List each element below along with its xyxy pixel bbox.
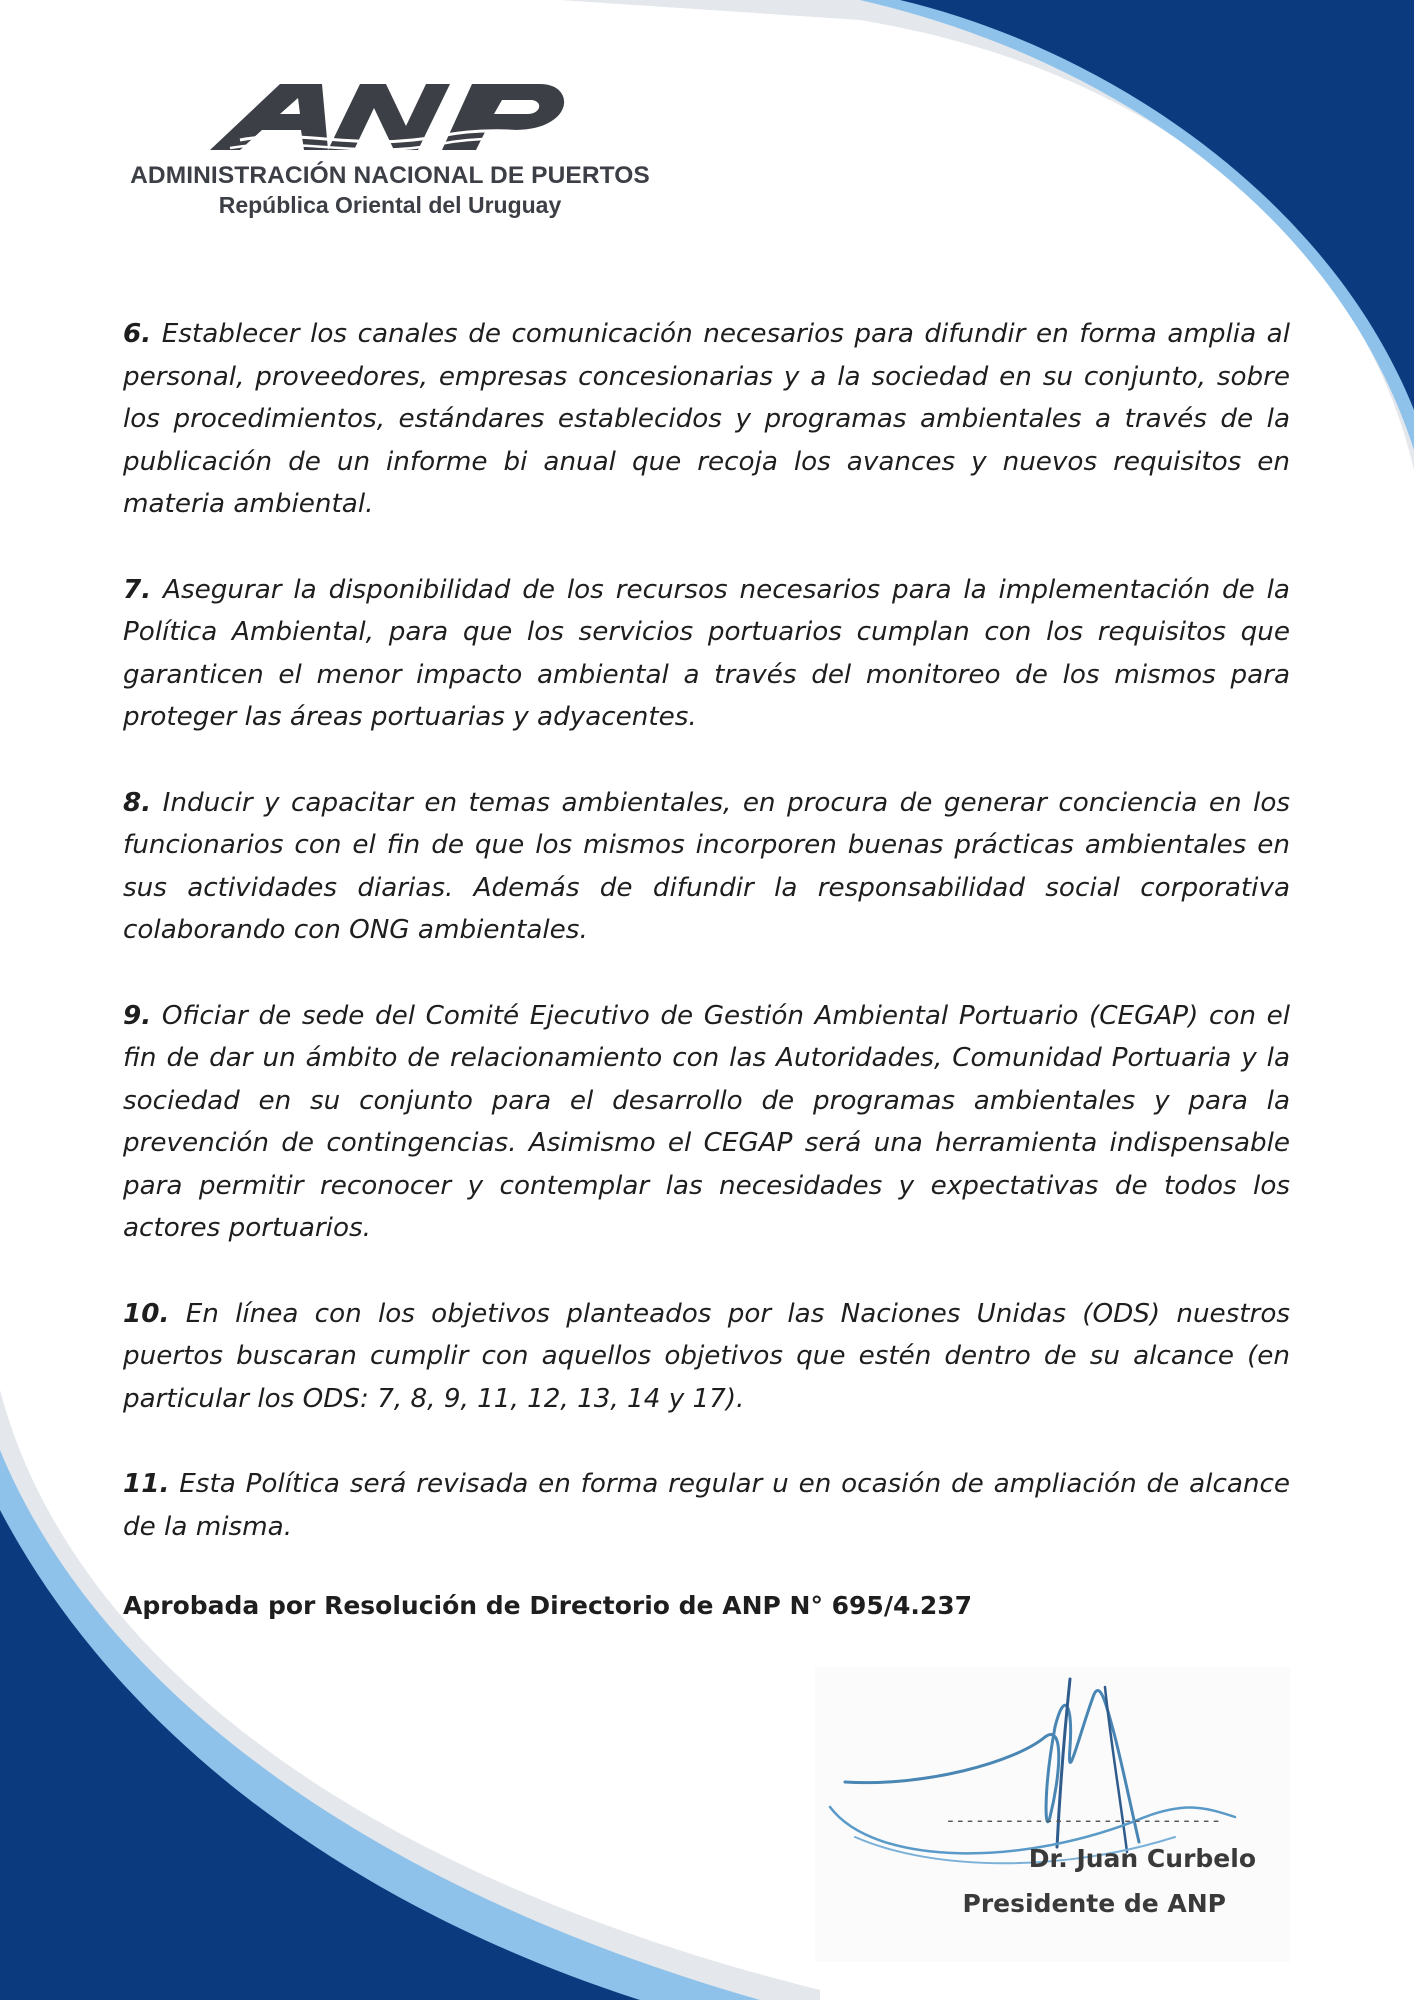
- item-text: Asegurar la disponibilidad de los recursos necesarios para la implementación de la Política Ambiental, para que los servicios portuarios cumplan con los requisitos que garanticen el menor impacto ambiental a través del monitoreo de los mismos para proteger las áreas portuarias y adyacentes.: [123, 574, 1290, 732]
- item-text: Esta Política será revisada en forma regular u en ocasión de ampliación de alcance de la misma.: [123, 1469, 1290, 1542]
- policy-item: [123, 1463, 1290, 1548]
- item-number: 9.: [123, 1000, 152, 1031]
- item-number: 6.: [123, 319, 152, 349]
- item-text: Establecer los canales de comunicación necesarios para difundir en forma amplia al personal, proveedores, empresas concesionarias y a la sociedad en su conjunto, sobre los procedimientos, estándares establecidos y programas ambientales a través de la publicación de un informe bi anual que recoja los avances y nuevos requisitos en materia ambiental.: [123, 319, 1291, 519]
- signature-line: ----------------------------: [945, 1810, 1221, 1831]
- item-number: 10.: [123, 1298, 170, 1329]
- policy-item: [123, 313, 1290, 526]
- item-text: Inducir y capacitar en temas ambientales, en procura de generar conciencia en los funcionarios con el fin de que los mismos incorporen buenas prácticas ambientales en sus actividades diarias. Además de difundir la responsabilidad social corporativa colaborando con ONG ambientales.: [123, 787, 1290, 945]
- item-number: 8.: [123, 787, 152, 818]
- signature-block: [815, 1667, 1290, 1962]
- anp-logo-icon: [210, 80, 570, 158]
- policy-items: [123, 313, 1290, 1620]
- logo-block: [100, 80, 680, 219]
- policy-item: [123, 782, 1290, 952]
- signatory-name: Dr. Juan Curbelo: [1028, 1844, 1256, 1873]
- approval-resolution: Aprobada por Resolución de Directorio de ANP N° 695/4.237: [123, 1591, 973, 1620]
- item-text: Oficiar de sede del Comité Ejecutivo de Gestión Ambiental Portuario (CEGAP) con el fin de dar un ámbito de relacionamiento con las Autoridades, Comunidad Portuaria y la sociedad en su conjunto para el desarrollo de programas ambientales y para la prevención de contingencias. Asimismo el CEGAP será una herramienta indispensable para permitir reconocer y contemplar las necesidades y expectativas de todos los actores portuarios.: [123, 1000, 1290, 1243]
- item-number: 7.: [123, 574, 152, 605]
- org-country: República Oriental del Uruguay: [218, 192, 562, 218]
- item-number: 11.: [123, 1469, 170, 1499]
- item-text: En línea con los objetivos planteados por las Naciones Unidas (ODS) nuestros puertos buscaran cumplir con aquellos objetivos que estén dentro de su alcance (en particular los ODS: 7, 8, 9, 11, 12, 13, 14 y 17).: [123, 1298, 1290, 1414]
- policy-item: [123, 569, 1290, 739]
- policy-item: [123, 1293, 1290, 1421]
- policy-item: [123, 995, 1290, 1250]
- org-name: ADMINISTRACIÓN NACIONAL DE PUERTOS: [130, 162, 650, 189]
- signatory-role: Presidente de ANP: [962, 1889, 1226, 1918]
